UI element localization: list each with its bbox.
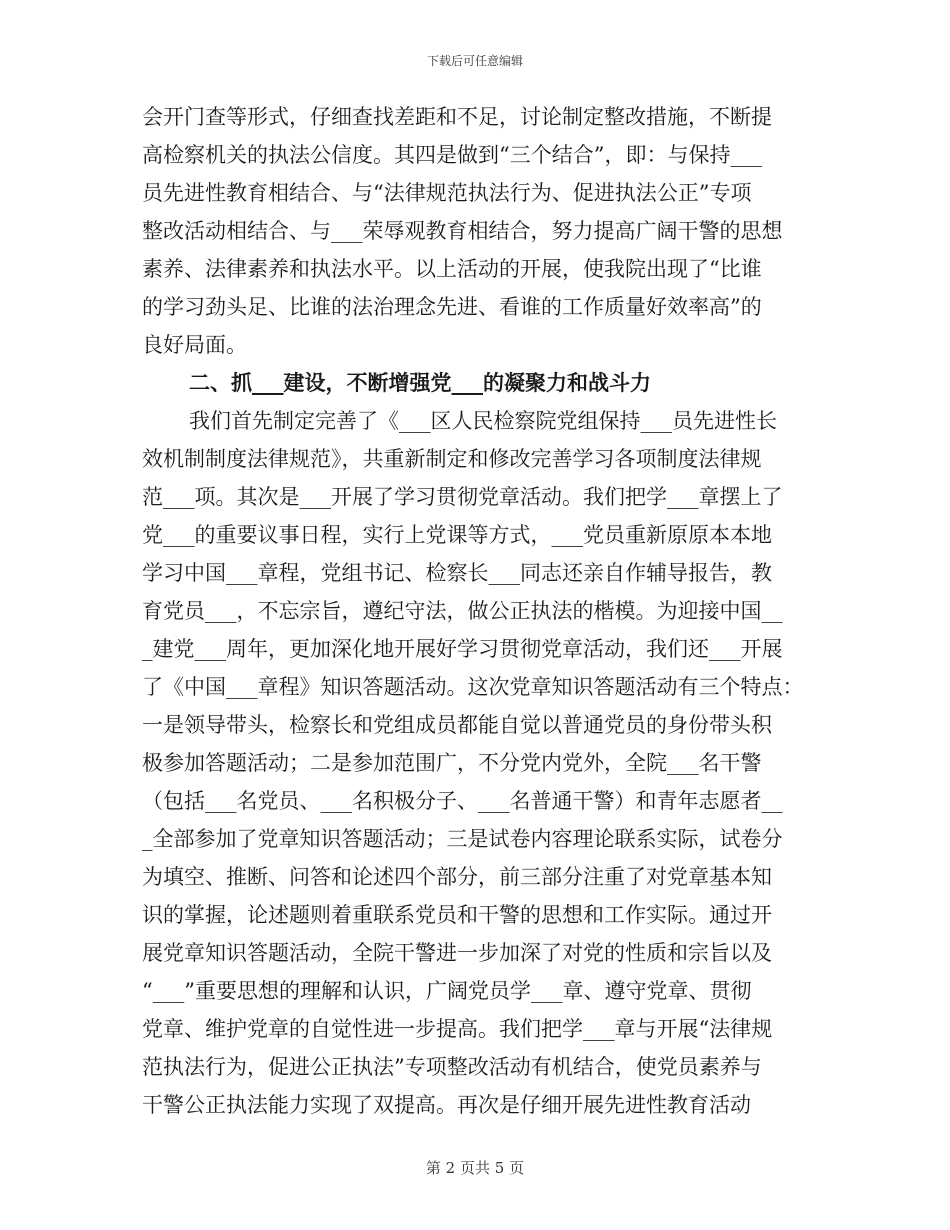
page-number: 第 2 页共 5 页	[425, 1159, 525, 1177]
text-line: 的学习劲头足、比谁的法治理念先进、看谁的工作质量好效率高”的	[142, 295, 762, 319]
text-line: 党章、维护党章的自觉性进一步提高。我们把学___章与开展“法律规	[142, 1017, 773, 1041]
text-line: 识的掌握，论述题则着重联系党员和干警的思想和工作实际。通过开	[142, 903, 772, 927]
text-line: _建党___周年，更加深化地开展好学习贯彻党章活动，我们还___开展	[142, 637, 783, 661]
text-line: 效机制制度法律规范》，共重新制定和修改完善学习各项制度法律规	[142, 447, 762, 471]
text-line: 良好局面。	[142, 333, 247, 357]
text-line: 素养、法律素养和执法水平。以上活动的开展，使我院出现了“比谁	[142, 257, 762, 281]
text-line: 会开门查等形式，仔细查找差距和不足，讨论制定整改措施，不断提	[142, 105, 772, 129]
text-line: 高检察机关的执法公信度。其四是做到“三个结合”，即：与保持___	[142, 143, 762, 167]
document-body	[142, 98, 808, 1124]
text-line: 员先进性教育相结合、与“法律规范执法行为、促进执法公正”专项	[142, 181, 752, 205]
text-line: 党___的重要议事日程，实行上党课等方式，___党员重新原原本本地	[142, 523, 772, 547]
text-line: （包括___名党员、___名积极分子、___名普通干警）和青年志愿者__	[142, 789, 783, 813]
text-line: 极参加答题活动；二是参加范围广，不分党内党外，全院___名干警	[142, 751, 762, 775]
text-line: _全部参加了党章知识答题活动；三是试卷内容理论联系实际，试卷分	[142, 827, 783, 851]
text-line: 为填空、推断、问答和论述四个部分，前三部分注重了对党章基本知	[142, 865, 772, 889]
page-header-note: 下载后可任意编辑	[426, 54, 523, 68]
text-line: 育党员___，不忘宗旨，遵纪守法，做公正执法的楷模。为迎接中国__	[142, 599, 783, 623]
text-line: 一是领导带头，检察长和党组成员都能自觉以普通党员的身份带头积	[142, 713, 772, 737]
text-line: 学习中国___章程，党组书记、检察长___同志还亲自作辅导报告，教	[142, 561, 772, 585]
text-line: 展党章知识答题活动，全院干警进一步加深了对党的性质和宗旨以及	[142, 941, 772, 965]
text-line: 了《中国___章程》知识答题活动。这次党章知识答题活动有三个特点：	[142, 675, 804, 699]
text-line: 范___项。其次是___开展了学习贯彻党章活动。我们把学___章摆上了	[142, 485, 783, 509]
text-line: “___”重要思想的理解和认识，广阔党员学___章、遵守党章、贯彻	[142, 979, 752, 1003]
section-heading: 二、抓___建设，不断增强党___的凝聚力和战斗力	[189, 370, 651, 395]
text-line: 我们首先制定完善了《___区人民检察院党组保持___员先进性长	[189, 409, 777, 433]
text-line: 范执法行为，促进公正执法”专项整改活动有机结合，使党员素养与	[142, 1055, 762, 1079]
text-line: 干警公正执法能力实现了双提高。再次是仔细开展先进性教育活动	[142, 1093, 751, 1117]
text-line: 整改活动相结合、与___荣辱观教育相结合，努力提高广阔干警的思想	[142, 219, 783, 243]
